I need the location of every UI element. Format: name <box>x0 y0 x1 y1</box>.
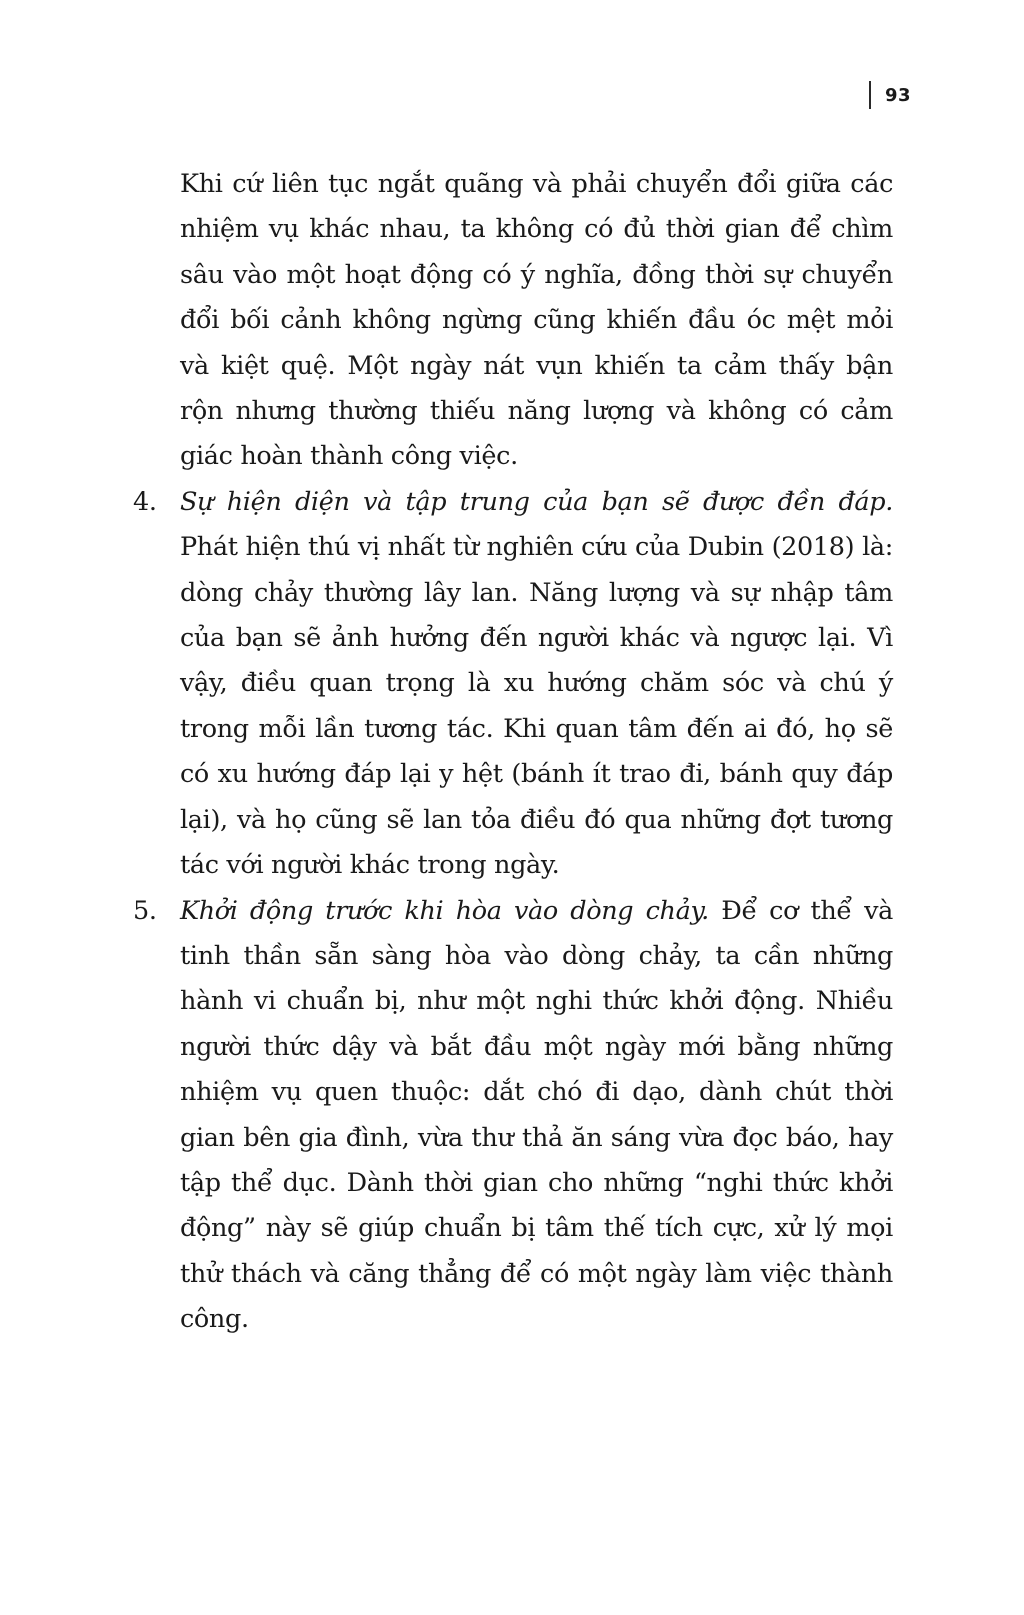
intro-paragraph: Khi cứ liên tục ngắt quãng và phải chuyển đổi giữa các nhiệm vụ khác nhau, ta không có đủ thời gian để chìm sâu vào một hoạt động có ý nghĩa, đồng thời sự chuyển đổi bối cảnh không ngừng cũng khiến đầu óc mệt mỏi và kiệt quệ. Một ngày nát vụn khiến ta cảm thấy bận rộn nhưng thường thiếu năng lượng và không có cảm giác hoàn thành công việc. <box>180 169 893 472</box>
list-item <box>133 889 893 1343</box>
list-item-text <box>180 480 893 889</box>
list-item-text <box>180 889 893 1343</box>
list-item-number: 5. <box>133 895 157 926</box>
header-divider <box>869 81 871 109</box>
page-header <box>869 80 911 110</box>
list-item <box>133 480 893 889</box>
list-item-title: Khởi động trước khi hòa vào dòng chảy. <box>180 895 709 926</box>
list-item-body: Để cơ thể và tinh thần sẵn sàng hòa vào dòng chảy, ta cần những hành vi chuẩn bị, như một nghi thức khởi động. Nhiều người thức dậy và bắt đầu một ngày mới bằng những nhiệm vụ quen thuộc: dắt chó đi dạo, dành chút thời gian bên gia đình, vừa thư thả ăn sáng vừa đọc báo, hay tập thể dục. Dành thời gian cho những “nghi thức khởi động” này sẽ giúp chuẩn bị tâm thế tích cực, xử lý mọi thử thách và căng thẳng để có một ngày làm việc thành công. <box>180 895 894 1335</box>
list-item-body: Phát hiện thú vị nhất từ nghiên cứu của Dubin (2018) là: dòng chảy thường lây lan. Năng lượng và sự nhập tâm của bạn sẽ ảnh hưởng đến người khác và ngược lại. Vì vậy, điều quan trọng là xu hướng chăm sóc và chú ý trong mỗi lần tương tác. Khi quan tâm đến ai đó, họ sẽ có xu hướng đáp lại y hệt (bánh ít trao đi, bánh quy đáp lại), và họ cũng sẽ lan tỏa điều đó qua những đợt tương tác với người khác trong ngày. <box>180 532 893 881</box>
page-number: 93 <box>884 84 911 106</box>
list-item-number: 4. <box>133 486 157 517</box>
body-text <box>133 162 893 1343</box>
list-item-title: Sự hiện diện và tập trung của bạn sẽ được đền đáp. <box>180 486 893 517</box>
